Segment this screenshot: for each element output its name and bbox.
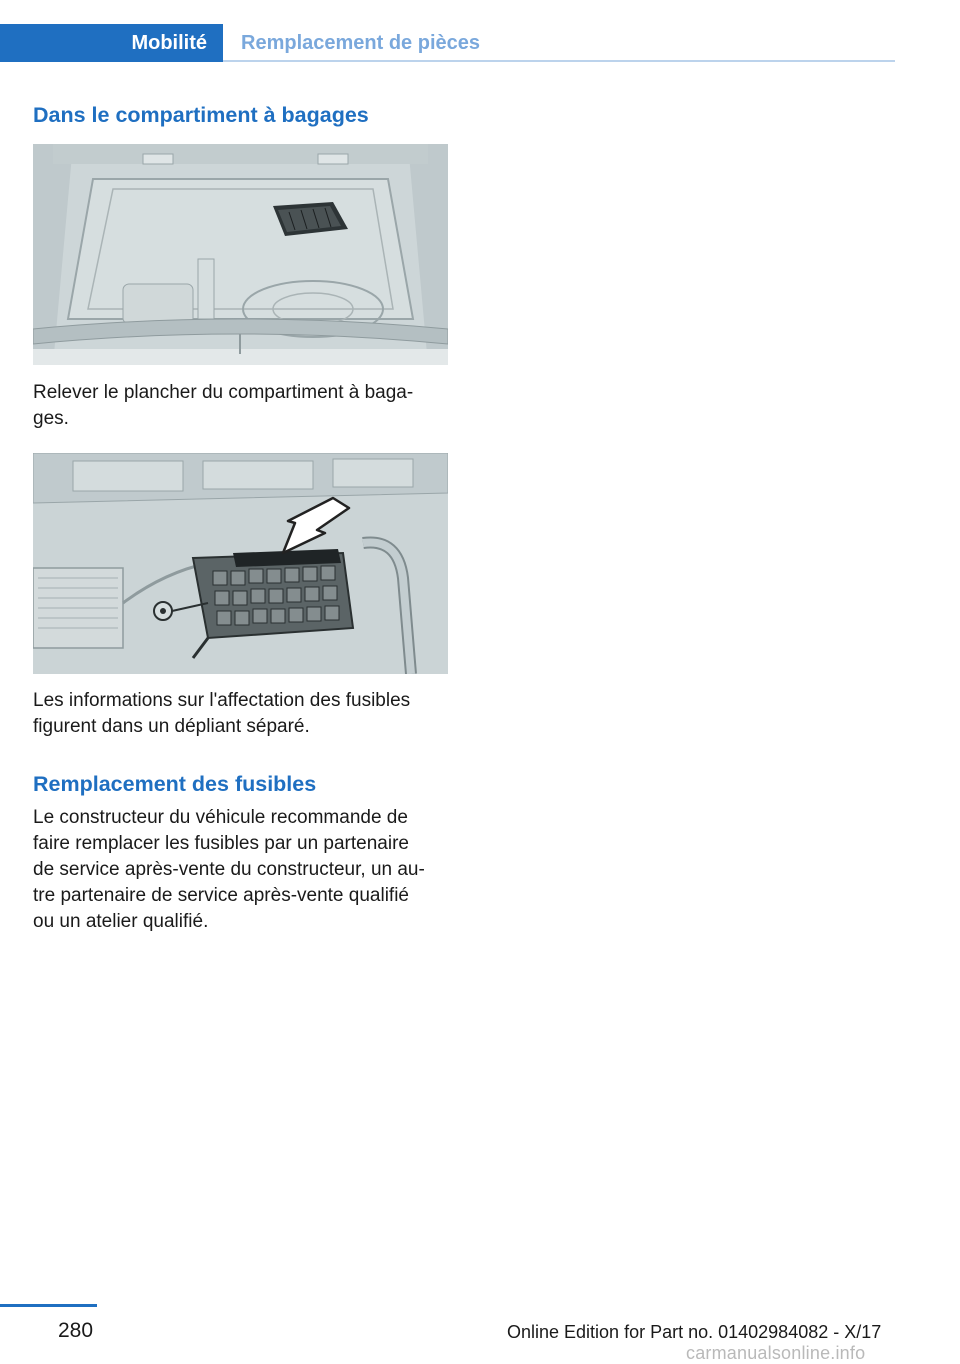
trunk-illustration	[33, 144, 448, 365]
footer-rule	[0, 1304, 97, 1307]
section-tab	[241, 24, 480, 62]
fuse-assignment-note	[33, 688, 453, 740]
section-tab-label: Remplacement de pièces	[241, 31, 480, 54]
page-header	[0, 24, 895, 62]
heading-luggage-compartment: Dans le compartiment à bagages	[33, 103, 369, 127]
chapter-tab-label: Mobilité	[131, 31, 207, 54]
instruction-line: ges.	[33, 408, 69, 429]
body-line: de service après-vente du constructeur, un au-	[33, 859, 425, 880]
body-line: Le constructeur du véhicule recommande de	[33, 807, 408, 828]
note-line: Les informations sur l'affectation des fusibles	[33, 690, 411, 711]
instruction-line: Relever le plancher du compartiment à baga-	[33, 382, 414, 403]
body-line: faire remplacer les fusibles par un partenaire	[33, 833, 409, 854]
watermark: carmanualsonline.info	[686, 1343, 866, 1363]
chapter-tab	[0, 24, 223, 62]
fuse-box-figure	[33, 453, 448, 674]
instruction-raise-floor	[33, 380, 453, 432]
page-number: 280	[58, 1319, 94, 1342]
luggage-compartment-figure	[33, 144, 448, 365]
header-rule	[223, 60, 895, 62]
note-line: figurent dans un dépliant séparé.	[33, 716, 310, 737]
edition-note: Online Edition for Part no. 01402984082 - X/17	[507, 1322, 882, 1342]
body-line: tre partenaire de service après-vente qualifié	[33, 885, 409, 906]
fuse-box-illustration	[33, 453, 448, 674]
fuse-replacement-text	[33, 805, 453, 935]
body-line: ou un atelier qualifié.	[33, 911, 209, 932]
heading-fuse-replacement: Remplacement des fusibles	[33, 772, 317, 796]
